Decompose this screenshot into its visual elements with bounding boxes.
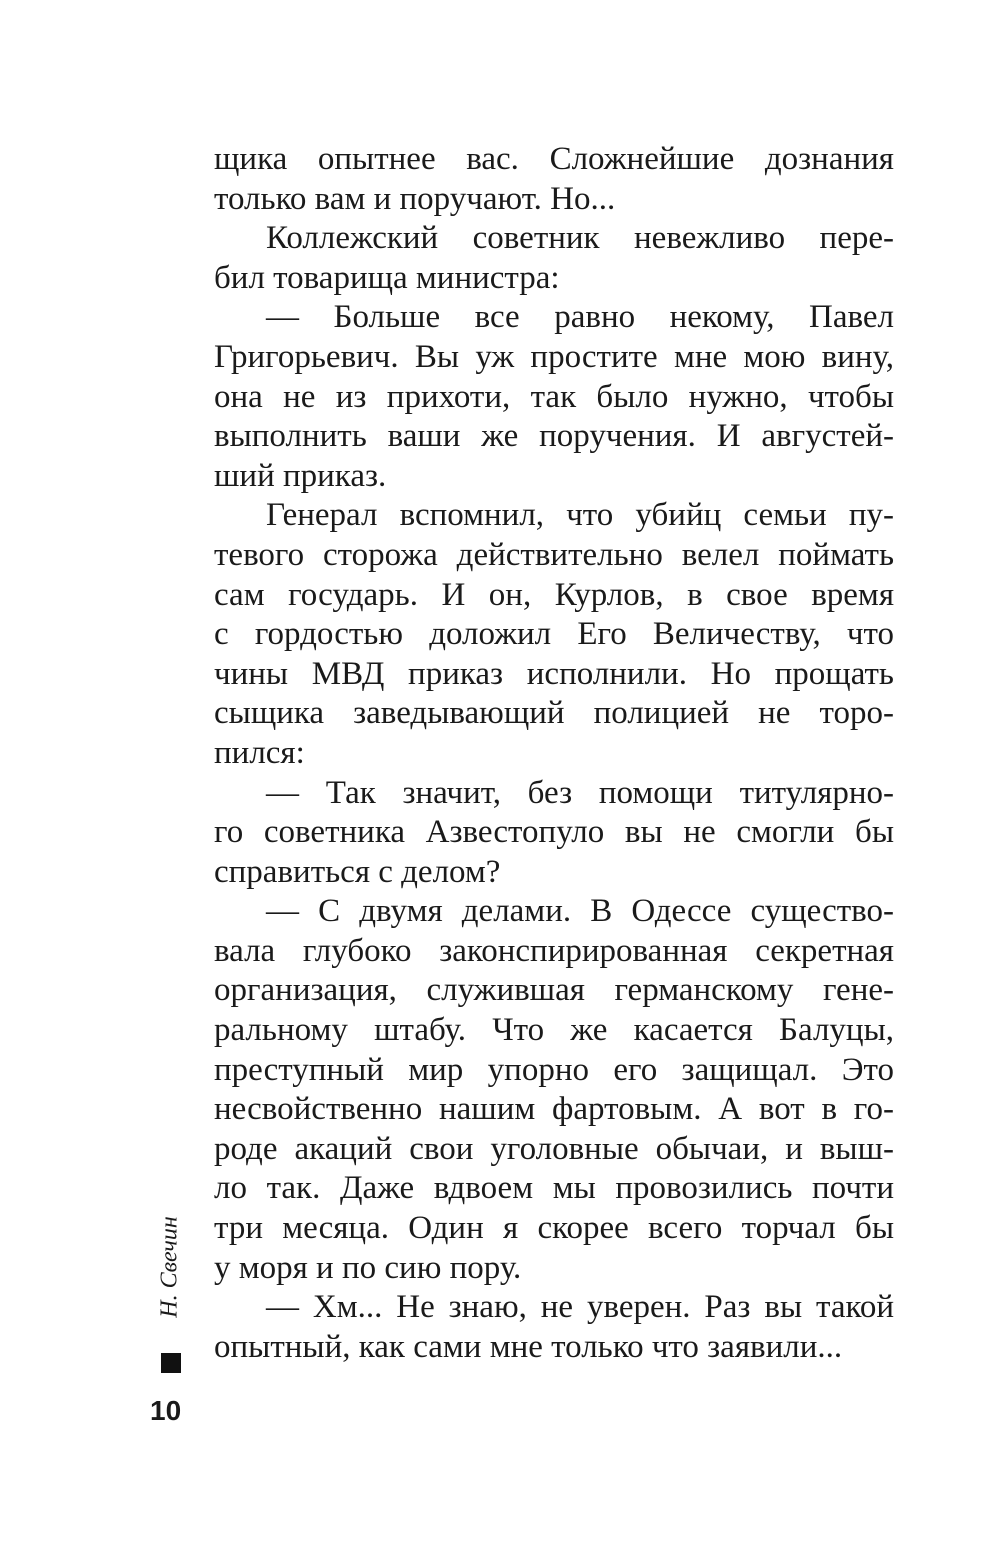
text-line: го советника Азвестопуло вы не смогли бы bbox=[214, 814, 894, 851]
text-line: ральному штабу. Что же касается Балуцы, bbox=[214, 1012, 894, 1049]
page-number: 10 bbox=[150, 1395, 182, 1426]
body-text bbox=[214, 140, 894, 1367]
text-line: бил товарища министра: bbox=[214, 259, 560, 296]
text-line: она не из прихоти, так было нужно, чтобы bbox=[214, 378, 894, 415]
text-line: опытный, как сами мне только что заявили... bbox=[214, 1328, 843, 1365]
text-line: организация, служившая германскому гене- bbox=[214, 972, 894, 1009]
text-line: — С двумя делами. В Одессе существо- bbox=[266, 893, 894, 930]
text-line: вала глубоко законспирированная секретная bbox=[214, 932, 894, 969]
text-line: Генерал вспомнил, что убийц семьи пу- bbox=[266, 497, 894, 534]
text-line: чины МВД приказ исполнили. Но прощать bbox=[214, 655, 894, 692]
page-marker-square bbox=[161, 1353, 181, 1373]
running-head bbox=[158, 1212, 182, 1322]
text-line: несвойственно нашим фартовым. А вот в го- bbox=[214, 1091, 894, 1128]
text-line: преступный мир упорно его защищал. Это bbox=[214, 1051, 894, 1088]
text-line: Григорьевич. Вы уж простите мне мою вину, bbox=[214, 338, 894, 375]
text-line: — Так значит, без помощи титулярно- bbox=[266, 774, 894, 811]
text-line: пился: bbox=[214, 734, 305, 771]
text-line: только вам и поручают. Но... bbox=[214, 180, 616, 217]
text-line: справиться с делом? bbox=[214, 853, 501, 890]
text-line: тевого сторожа действительно велел поймать bbox=[214, 536, 894, 573]
text-line: выполнить ваши же поручения. И августей- bbox=[214, 418, 894, 455]
text-line: с гордостью доложил Его Величеству, что bbox=[214, 616, 894, 653]
text-line: роде акаций свои уголовные обычаи, и выш- bbox=[214, 1130, 894, 1167]
running-head-author: Н. Свечин bbox=[156, 1216, 183, 1318]
text-line: ло так. Даже вдвоем мы провозились почти bbox=[214, 1170, 894, 1207]
text-line: три месяца. Один я скорее всего торчал бы bbox=[214, 1210, 894, 1247]
text-line: ший приказ. bbox=[214, 457, 387, 494]
text-line: сыщика заведывающий полицией не торо- bbox=[214, 695, 894, 732]
text-line: — Больше все равно некому, Павел bbox=[266, 299, 894, 336]
text-line: сам государь. И он, Курлов, в свое время bbox=[214, 576, 894, 613]
text-line: Коллежский советник невежливо пере- bbox=[266, 220, 894, 257]
text-line: — Хм... Не знаю, не уверен. Раз вы такой bbox=[266, 1289, 894, 1326]
text-line: у моря и по сию пору. bbox=[214, 1249, 522, 1286]
text-line: щика опытнее вас. Сложнейшие дознания bbox=[214, 141, 894, 177]
